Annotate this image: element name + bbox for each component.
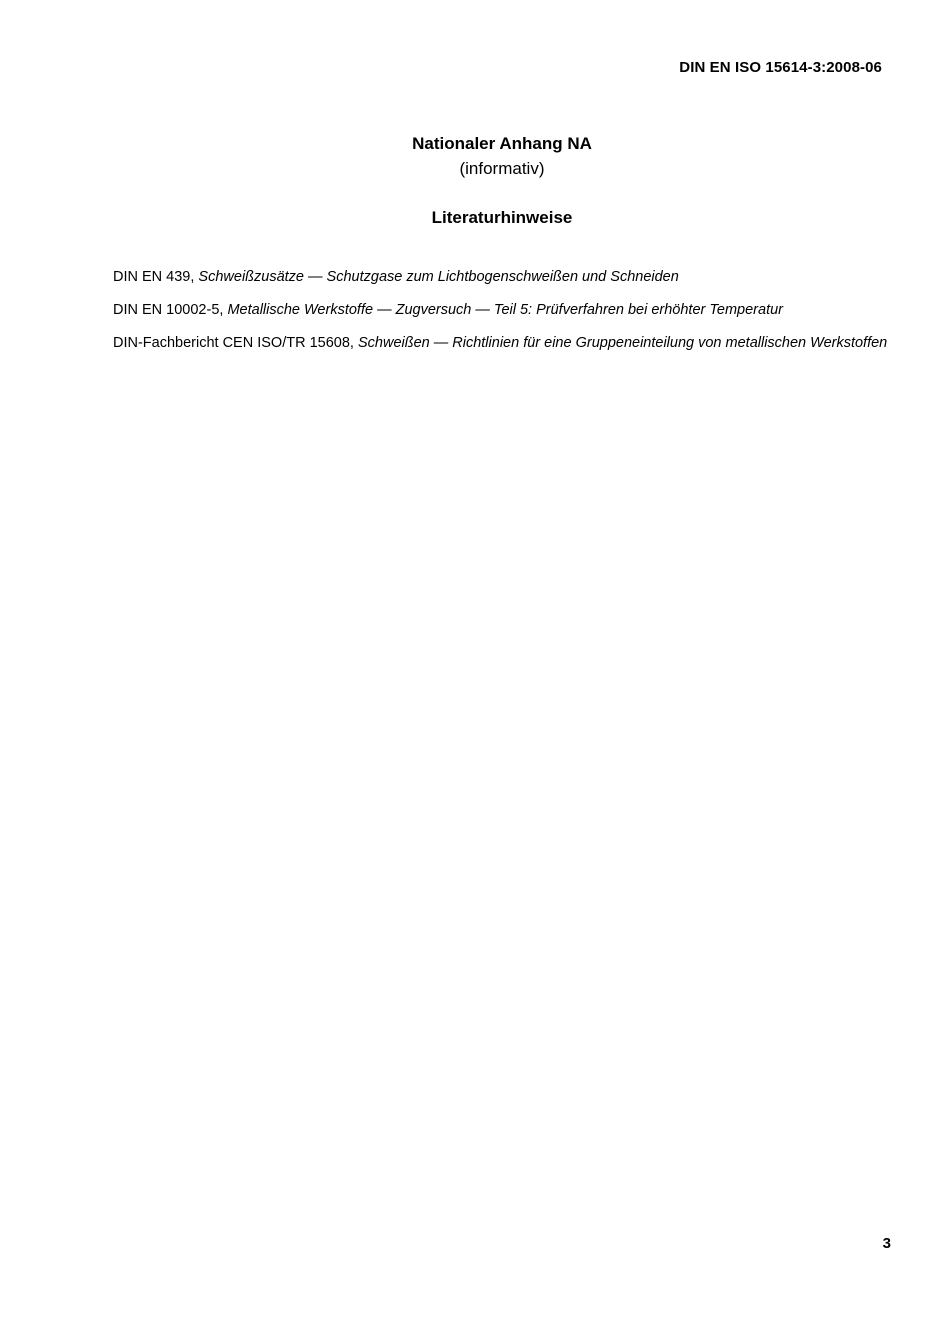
section-title: Literaturhinweise (431, 208, 573, 227)
reference-item (113, 301, 891, 319)
reference-item (113, 334, 891, 352)
annex-subtitle: (informativ) (459, 159, 545, 178)
reference-title: Schweißzusätze — Schutzgase zum Lichtbogenschweißen und Schneiden (198, 269, 679, 285)
page-number: 3 (882, 1235, 891, 1252)
reference-item (113, 268, 891, 286)
reference-designation: DIN EN 10002-5, (113, 302, 228, 318)
reference-title: Schweißen — Richtlinien für eine Gruppeneinteilung von metallischen Werkstoffen (357, 335, 888, 351)
reference-designation: DIN EN 439, (113, 269, 199, 285)
annex-title: Nationaler Anhang NA (412, 134, 592, 153)
reference-title: Metallische Werkstoffe — Zugversuch — Teil 5: Prüfverfahren bei erhöhter Temperatur (227, 302, 783, 318)
reference-designation: DIN-Fachbericht CEN ISO/TR 15608, (113, 335, 358, 351)
document-id: DIN EN ISO 15614-3:2008-06 (679, 59, 882, 76)
reference-list (113, 268, 891, 367)
